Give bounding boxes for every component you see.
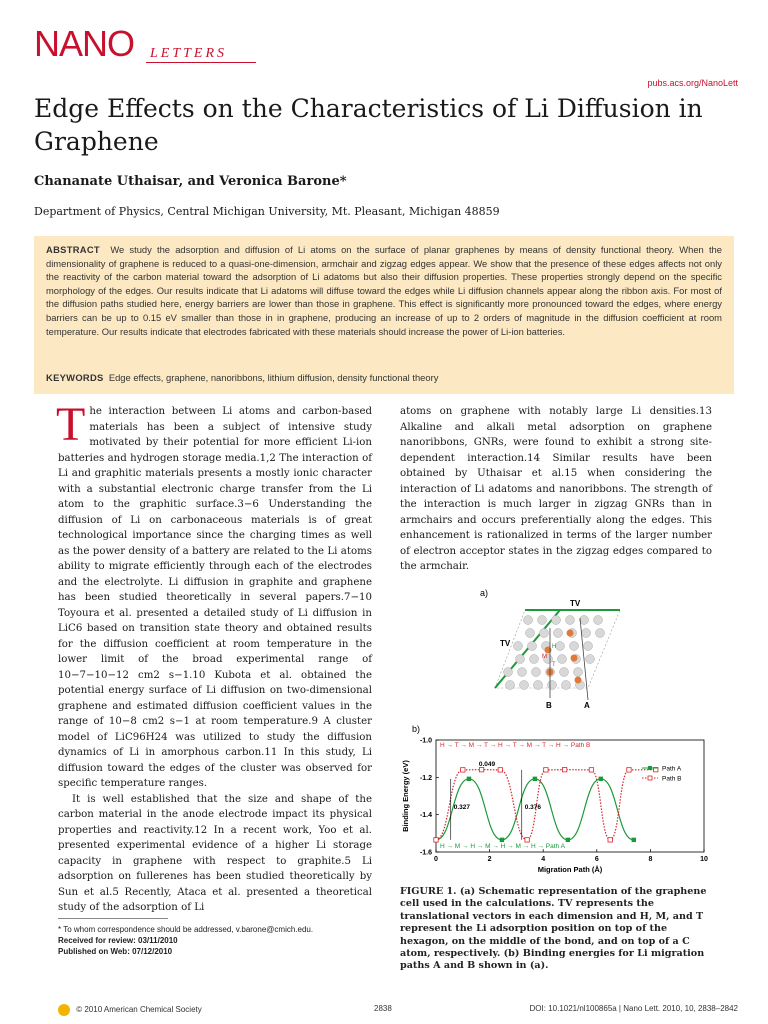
carbon-atom — [566, 616, 575, 625]
body-column-2 — [400, 404, 712, 575]
article-affiliation: Department of Physics, Central Michigan University, Mt. Pleasant, Michigan 48859 — [34, 205, 500, 218]
path-a-sequence: H → M → H → M → H → M → H → Path A — [440, 843, 565, 850]
barrier-b-label: 0.376 — [524, 804, 542, 812]
legend-entry: Path A — [662, 765, 682, 773]
li-atom — [567, 630, 574, 637]
data-point-path-a — [533, 777, 537, 781]
keywords-text: Edge effects, graphene, nanoribbons, lithium diffusion, density functional theory — [108, 372, 439, 383]
legend-entry: Path B — [662, 775, 682, 783]
carbon-atom — [548, 681, 557, 690]
carbon-atom — [516, 655, 525, 664]
x-tick-label: 4 — [541, 856, 546, 863]
carbon-atom — [514, 642, 523, 651]
paragraph-2: It is well established that the size and shape of the carbon material in the anode electrode impact its physical properties and reactivity.12 In a recent work, Yoo et al. presented experimental evidence of a higher Li storage capacity in graphene with respect to graphite.5 Li adsorption on fullerenes has been studied theoretically by Sun et al.5 Recently, Ataca et al. presented a theoretical study of the adsorption of Li — [58, 793, 372, 913]
chart-plot — [401, 738, 708, 875]
data-point-path-b — [461, 768, 465, 772]
footnote — [58, 924, 313, 957]
site-h-label: H — [552, 644, 557, 650]
carbon-atom — [526, 629, 535, 638]
data-point-path-b — [562, 767, 566, 771]
paragraph-1 — [56, 398, 372, 792]
keywords — [46, 372, 722, 383]
barrier-diff-label: 0.049 — [478, 761, 496, 769]
x-axis-label: Migration Path (Å) — [537, 865, 603, 874]
paragraph-1-text: he interaction between Li atoms and carbon-based materials has been a subject of intensive study motivated by their potential for more efficient Li-ion batteries and hydrogen storage media.1,2 The interaction of Li and graphitic materials presents a mostly ionic character with a substantial electronic charge transfer from the Li atom to the graphitic surface.3−6 Understanding the diffusion of Li on carbonaceous materials is of great technological importance since the charging times as well as the power density of a battery are related to the Li atoms ability to migrate efficiently through each of the electrodes and the electrolyte. Li diffusion in graphite and graphene has been studied theoretically in several papers.7−10 Toyoura et al. presented a detailed study of Li diffusion in LiC6 based on transition state theory and obtained results for the diffusion coefficient at room temperature in the lower limit of the broad experimental range of 10−7−10−12 cm2 s−1.10 Kubota et al. obtained the potential energy surface of Li diffusion on two-dimensional graphene and estimated diffusion coefficient values in the range of 10−8 cm2 s−1 at room temperature.9 A cluster model of LiC96H24 was utilized to study the diffusion dynamics of Li in amorphous carbon.11 In this study, Li diffusion toward the edges of the cluster was observed for specific temperature ranges. — [58, 406, 372, 789]
dropcap: T — [56, 398, 86, 451]
data-point-path-b — [589, 768, 593, 772]
tv-label-left: TV — [500, 639, 511, 648]
carbon-atom — [538, 616, 547, 625]
panel-a-label: a) — [480, 588, 489, 598]
received-date: Received for review: 03/11/2010 — [58, 936, 178, 945]
path-b-sequence: H → T → M → T → H → T → M → T → H → Path B — [440, 742, 591, 749]
li-atom — [545, 647, 552, 654]
carbon-atom — [556, 642, 565, 651]
abstract-label: ABSTRACT — [46, 244, 100, 255]
correspondence-note: * To whom correspondence should be addressed, v.barone@cmich.edu. — [58, 925, 314, 934]
panel-b-label: b) — [412, 724, 421, 734]
y-tick-label: -1.0 — [419, 737, 432, 745]
barrier-a-label: 0.327 — [453, 804, 471, 812]
data-point-path-b — [434, 838, 438, 842]
carbon-atom — [574, 668, 583, 677]
acs-logo-icon — [58, 1004, 70, 1016]
footnote-rule — [58, 918, 168, 919]
carbon-atom — [570, 642, 579, 651]
logo-nano: NANO — [34, 23, 135, 64]
carbon-atom — [530, 655, 539, 664]
x-tick-label: 0 — [434, 856, 438, 863]
carbon-atom — [524, 616, 533, 625]
x-tick-label: 2 — [487, 856, 492, 863]
tv-label-top: TV — [570, 599, 581, 608]
data-point-path-a — [599, 777, 603, 781]
copyright — [58, 1004, 202, 1016]
abstract — [46, 243, 722, 338]
li-atom — [571, 655, 578, 662]
carbon-atom — [596, 629, 605, 638]
site-t-label: T — [552, 662, 556, 668]
carbon-atom — [558, 655, 567, 664]
y-tick-label: -1.2 — [419, 774, 432, 782]
carbon-atom — [534, 681, 543, 690]
data-point-path-b — [525, 838, 529, 842]
article-authors: Chananate Uthaisar, and Veronica Barone* — [34, 174, 347, 189]
path-b-label: B — [546, 701, 552, 710]
carbon-atom — [552, 616, 561, 625]
data-point-path-b — [498, 768, 502, 772]
carbon-atom — [582, 629, 591, 638]
keywords-label: KEYWORDS — [46, 372, 104, 383]
carbon-atom — [584, 642, 593, 651]
body-column-1 — [56, 398, 372, 916]
legend-marker — [648, 776, 652, 780]
y-tick-label: -1.6 — [419, 849, 432, 857]
x-tick-label: 6 — [594, 856, 599, 863]
published-date: Published on Web: 07/12/2010 — [58, 947, 173, 956]
paragraph-3: atoms on graphene with notably large Li densities.13 Alkaline and alkali metal adsorption on graphene nanoribbons, GNRs, were found to exhibit a strong site-dependent interaction.14 Similar results have been obtained by Uthaisar et al.15 when considering the interaction of Li adatoms and nanoribbons. The strength of the interaction is much larger in zigzag GNRs than in armchairs and occurs preferentially along the edges. This enhancement is rationalized in terms of the larger number of electron acceptor states in the zigzag edges compared to the armchair. — [400, 406, 712, 572]
data-point-path-b — [544, 768, 548, 772]
logo-letters: LETTERS — [150, 46, 228, 61]
y-axis-label: Binding Energy (eV) — [401, 760, 410, 832]
figure-1b-chart — [396, 722, 716, 880]
carbon-atom — [520, 681, 529, 690]
carbon-atom — [560, 668, 569, 677]
figure-caption: FIGURE 1. (a) Schematic representation of the graphene cell used in the calculations. TV represents the translational vectors in each dimension and H, M, and T represent the Li adsorption position on top of the hexagon, on the middle of the bond, and on top of a C atom, respectively. (b) Binding energies for Li migration paths A and B shown in (a). — [400, 886, 707, 972]
doi[interactable]: DOI: 10.1021/nl100865a | Nano Lett. 2010, 10, 2838–2842 — [529, 1004, 738, 1013]
path-a-label: A — [584, 701, 590, 710]
data-point-path-b — [608, 838, 612, 842]
carbon-atom — [518, 668, 527, 677]
carbon-atoms — [504, 616, 605, 690]
page-number: 2838 — [374, 1004, 392, 1013]
carbon-atom — [554, 629, 563, 638]
plot-frame — [436, 740, 704, 852]
carbon-atom — [528, 642, 537, 651]
carbon-atom — [540, 629, 549, 638]
carbon-atom — [532, 668, 541, 677]
journal-logo — [34, 22, 228, 66]
data-point-path-a — [500, 838, 504, 842]
carbon-atom — [562, 681, 571, 690]
figure-1a — [470, 588, 650, 710]
x-tick-label: 10 — [700, 856, 708, 863]
carbon-atom — [506, 681, 515, 690]
carbon-atom — [586, 655, 595, 664]
data-point-path-b — [627, 768, 631, 772]
carbon-atom — [504, 668, 513, 677]
logo-line — [146, 62, 256, 63]
legend-marker — [648, 766, 652, 770]
carbon-atom — [594, 616, 603, 625]
article-title: Edge Effects on the Characteristics of Li Diffusion in Graphene — [34, 94, 703, 156]
x-tick-label: 8 — [648, 856, 653, 863]
copyright-text: © 2010 American Chemical Society — [76, 1005, 202, 1015]
data-point-path-a — [632, 838, 636, 842]
data-point-path-a — [566, 838, 570, 842]
site-m-label: M — [542, 654, 547, 660]
y-tick-label: -1.4 — [419, 812, 432, 820]
li-atom — [575, 677, 582, 684]
abstract-text: We study the adsorption and diffusion of Li atoms on the surface of planar graphenes by means of density functional theory. When the dimensionality of graphene is reduced to a quasi-one-dimension, armchair and zigzag edges appear. We show that the presence of these edges affects not only the reactivity of the carbon material toward the adsorption of Li adatoms but also their diffusion properties. These properties strongly depend on the specific morphology of the edges. Our results indicate that Li adatoms will diffuse toward the edges while Li diffusion channels appear along the ribbon axis. For most of the diffusion paths studied here, energy barriers are lower than those in graphene. This effect is significantly more pronounced toward the edges, where energy barriers can be up to 0.15 eV smaller than those in in graphene, producing an increase of up to 2 orders of magnitude in the diffusion coefficient at room temperature. Our results indicate that electrodes fabricated with these materials should increase the power of Li-ion batteries. — [46, 244, 722, 337]
journal-url[interactable]: pubs.acs.org/NanoLett — [647, 78, 738, 88]
data-point-path-a — [467, 777, 471, 781]
